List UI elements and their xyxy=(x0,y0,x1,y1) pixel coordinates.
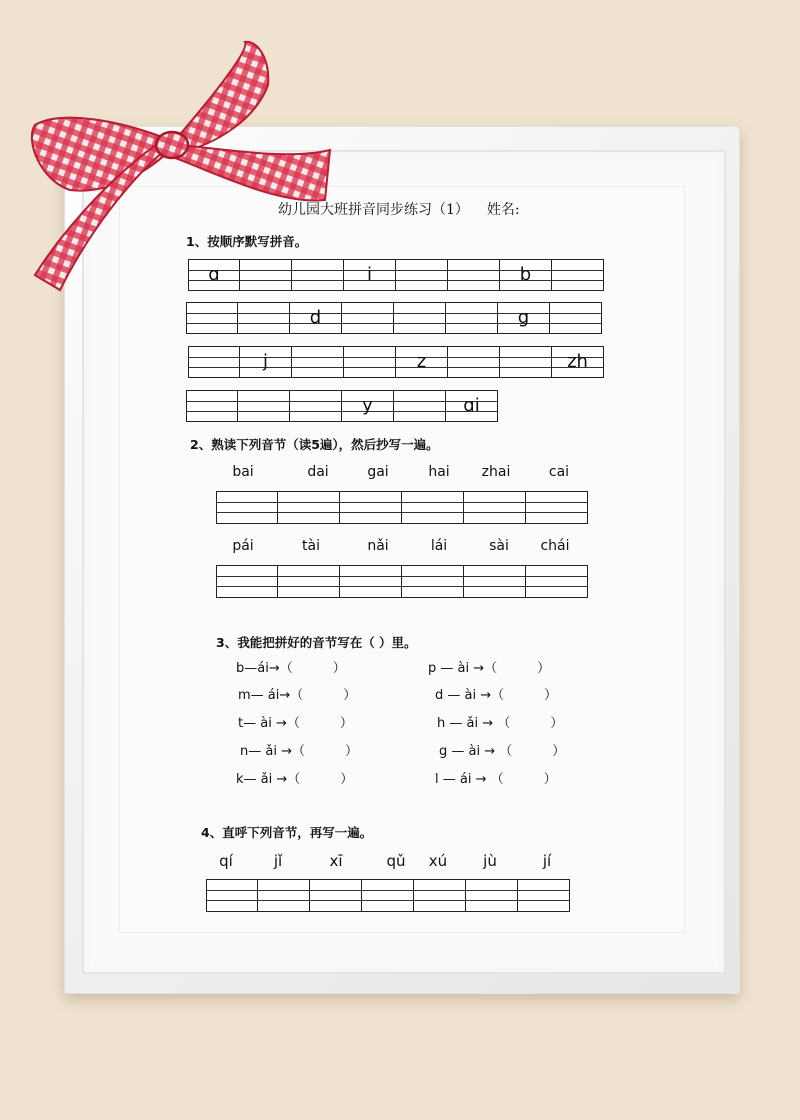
syllable: jǐ xyxy=(273,852,283,870)
exercise-item xyxy=(435,768,557,787)
writing-cell[interactable] xyxy=(396,346,448,378)
syllable: pái xyxy=(232,538,254,554)
q1-grid-row-3 xyxy=(188,346,604,378)
cell-letter: ɑ xyxy=(208,264,220,286)
writing-cell[interactable] xyxy=(238,390,290,422)
syllable: qǔ xyxy=(386,852,406,870)
exercise-item xyxy=(236,768,353,787)
exercise-prompt: g — ài → （ xyxy=(439,744,513,759)
writing-cell[interactable] xyxy=(552,259,604,291)
writing-cell[interactable] xyxy=(310,879,362,912)
writing-cell[interactable] xyxy=(500,346,552,378)
exercise-item xyxy=(439,740,565,759)
writing-cell[interactable] xyxy=(498,302,550,334)
exercise-item xyxy=(437,712,563,731)
exercise-item xyxy=(236,657,346,676)
exercise-close: ） xyxy=(544,688,558,703)
writing-cell[interactable] xyxy=(362,879,414,912)
cell-letter: g xyxy=(517,307,530,329)
exercise-prompt: t— ài →（ xyxy=(238,716,300,731)
cell-letter: d xyxy=(309,307,322,329)
syllable: tài xyxy=(302,538,320,554)
cell-letter: y xyxy=(362,395,373,417)
cell-letter: i xyxy=(366,264,372,286)
writing-cell[interactable] xyxy=(186,390,238,422)
cell-letter: ɑi xyxy=(463,395,480,417)
writing-cell[interactable] xyxy=(290,390,342,422)
q2-grid-row-1 xyxy=(216,491,588,524)
exercise-item xyxy=(238,684,356,703)
writing-cell[interactable] xyxy=(446,302,498,334)
syllable: xú xyxy=(428,852,448,870)
writing-cell[interactable] xyxy=(518,879,570,912)
cell-letter: b xyxy=(519,264,532,286)
exercise-close: ） xyxy=(339,716,353,731)
exercise-close: ） xyxy=(332,661,346,676)
syllable: bai xyxy=(232,464,254,480)
writing-cell[interactable] xyxy=(188,346,240,378)
exercise-item xyxy=(240,740,358,759)
syllable: jù xyxy=(483,852,497,870)
syllable: cai xyxy=(548,464,570,480)
writing-cell[interactable] xyxy=(394,302,446,334)
q1-grid-row-4 xyxy=(186,390,498,422)
exercise-close: ） xyxy=(343,688,357,703)
name-label: 姓名: xyxy=(486,202,520,218)
syllable: chái xyxy=(540,538,570,554)
writing-cell[interactable] xyxy=(464,491,526,524)
writing-cell[interactable] xyxy=(402,565,464,598)
writing-cell[interactable] xyxy=(448,259,500,291)
writing-cell[interactable] xyxy=(240,346,292,378)
writing-cell[interactable] xyxy=(448,346,500,378)
syllable: sài xyxy=(489,538,509,554)
writing-cell[interactable] xyxy=(464,565,526,598)
exercise-item xyxy=(435,684,557,703)
writing-cell[interactable] xyxy=(526,565,588,598)
writing-cell[interactable] xyxy=(402,491,464,524)
syllable: gai xyxy=(367,464,389,480)
exercise-item xyxy=(428,657,550,676)
exercise-prompt: m— ái→（ xyxy=(238,688,304,703)
exercise-close: ） xyxy=(543,772,557,787)
q2-grid-row-2 xyxy=(216,565,588,598)
writing-cell[interactable] xyxy=(552,346,604,378)
exercise-close: ） xyxy=(340,772,354,787)
exercise-close: ） xyxy=(537,661,551,676)
syllable: hai xyxy=(428,464,450,480)
syllable: qí xyxy=(219,852,233,870)
writing-cell[interactable] xyxy=(206,879,258,912)
writing-cell[interactable] xyxy=(414,879,466,912)
q3-heading: 3、我能把拼好的音节写在（ ）里。 xyxy=(216,635,417,650)
cell-letter: j xyxy=(262,351,268,373)
exercise-prompt: h — ǎi → （ xyxy=(437,716,511,731)
syllable: lái xyxy=(430,538,448,554)
exercise-close: ） xyxy=(344,744,358,759)
ribbon-bow-icon xyxy=(0,0,360,320)
writing-cell[interactable] xyxy=(342,390,394,422)
writing-cell[interactable] xyxy=(216,491,278,524)
exercise-prompt: b—ái→（ xyxy=(236,661,293,676)
writing-cell[interactable] xyxy=(292,346,344,378)
q2-heading: 2、熟读下列音节（读5遍），然后抄写一遍。 xyxy=(190,437,439,452)
cell-letter: z xyxy=(416,351,427,373)
syllable: xī xyxy=(329,852,343,870)
cell-letter: zh xyxy=(567,351,588,373)
writing-cell[interactable] xyxy=(258,879,310,912)
writing-cell[interactable] xyxy=(278,565,340,598)
writing-cell[interactable] xyxy=(500,259,552,291)
q1-heading: 1、按顺序默写拼音。 xyxy=(186,234,308,249)
syllable: dai xyxy=(307,464,329,480)
syllable: nǎi xyxy=(367,538,389,554)
exercise-prompt: l — ái → （ xyxy=(435,772,504,787)
exercise-prompt: k— ǎi →（ xyxy=(236,772,301,787)
writing-cell[interactable] xyxy=(466,879,518,912)
writing-cell[interactable] xyxy=(278,491,340,524)
q4-grid-row xyxy=(206,879,570,912)
writing-cell[interactable] xyxy=(394,390,446,422)
exercise-prompt: p — ài →（ xyxy=(428,661,498,676)
exercise-prompt: n— ǎi →（ xyxy=(240,744,305,759)
syllable: jí xyxy=(542,852,552,870)
writing-cell[interactable] xyxy=(446,390,498,422)
q4-heading: 4、直呼下列音节，再写一遍。 xyxy=(201,825,373,840)
exercise-close: ） xyxy=(552,744,566,759)
exercise-item xyxy=(238,712,353,731)
writing-cell[interactable] xyxy=(550,302,602,334)
exercise-close: ） xyxy=(550,716,564,731)
writing-cell[interactable] xyxy=(340,565,402,598)
writing-cell[interactable] xyxy=(344,346,396,378)
writing-cell[interactable] xyxy=(216,565,278,598)
exercise-prompt: d — ài →（ xyxy=(435,688,505,703)
writing-cell[interactable] xyxy=(340,491,402,524)
writing-cell[interactable] xyxy=(526,491,588,524)
title-text: 幼儿园大班拼音同步练习（1） xyxy=(278,202,469,218)
syllable: zhai xyxy=(481,464,511,480)
writing-cell[interactable] xyxy=(396,259,448,291)
